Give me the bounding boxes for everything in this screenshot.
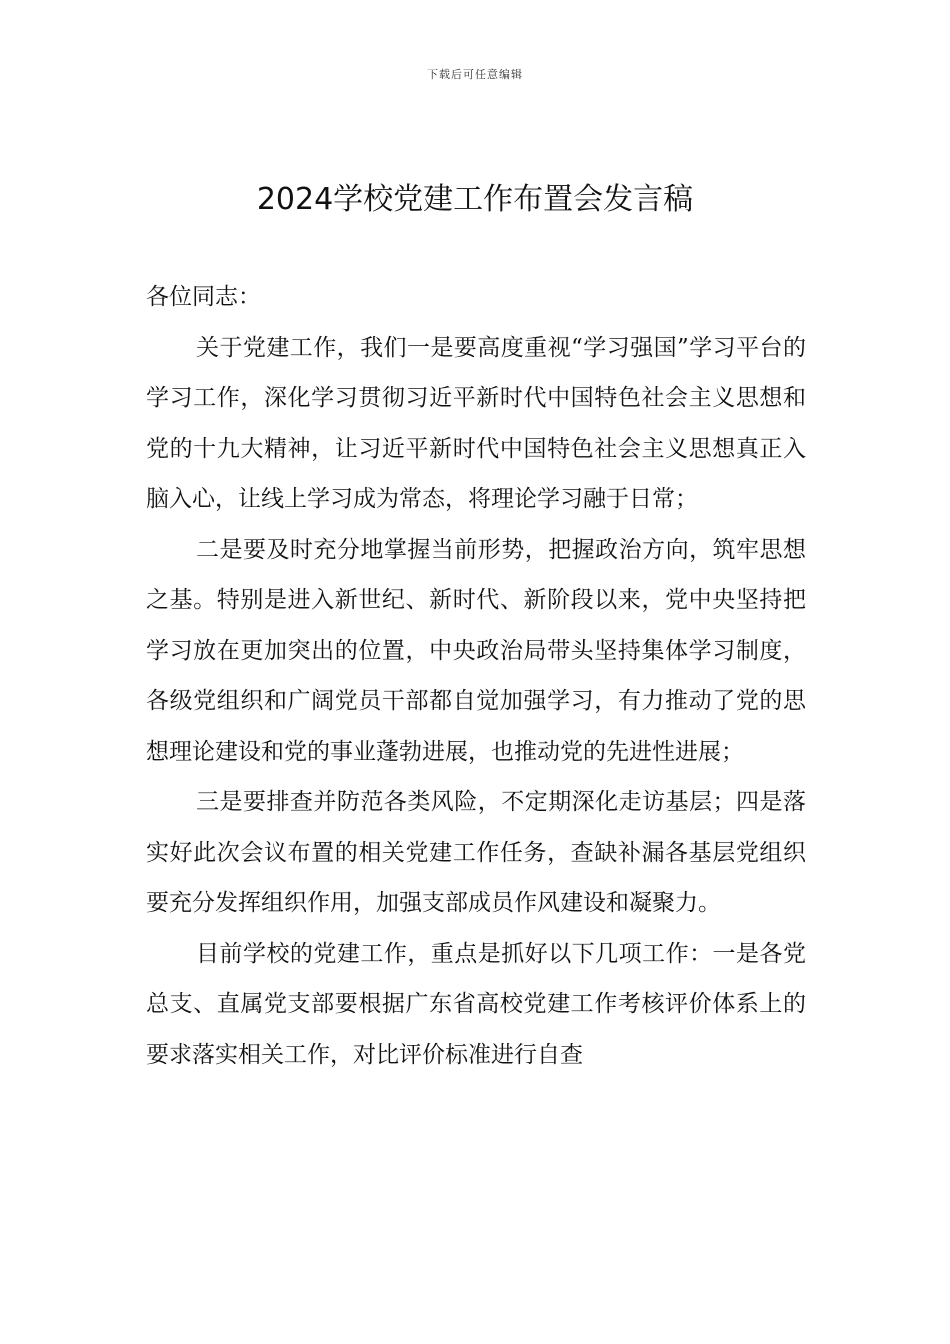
document-title: 2024学校党建工作布置会发言稿 bbox=[256, 182, 694, 217]
paragraph-4: 目前学校的党建工作，重点是抓好以下几项工作：一是各党总支、直属党支部要根据广东省高校党建工作考核评价体系上的要求落实相关工作，对比评价标准进行自查 bbox=[146, 940, 806, 1068]
document-body bbox=[146, 272, 806, 1080]
paragraph-2: 二是要及时充分地掌握当前形势，把握政治方向，筑牢思想之基。特别是进入新世纪、新时代、新阶段以来，党中央坚持把学习放在更加突出的位置，中央政治局带头坚持集体学习制度，各级党组织和广阔党员干部都自觉加强学习，有力推动了党的思想理论建设和党的事业蓬勃进展，也推动党的先进性进展； bbox=[146, 536, 806, 765]
header-note: 下载后可任意编辑 bbox=[427, 68, 523, 81]
paragraph-1: 关于党建工作，我们一是要高度重视“学习强国”学习平台的学习工作，深化学习贯彻习近平新时代中国特色社会主义思想和党的十九大精神，让习近平新时代中国特色社会主义思想真正入脑入心，让线上学习成为常态，将理论学习融于日常； bbox=[146, 334, 806, 512]
salutation: 各位同志： bbox=[146, 284, 261, 310]
paragraph-3: 三是要排查并防范各类风险，不定期深化走访基层；四是落实好此次会议布置的相关党建工作任务，查缺补漏各基层党组织要充分发挥组织作用，加强支部成员作风建设和凝聚力。 bbox=[146, 789, 806, 916]
